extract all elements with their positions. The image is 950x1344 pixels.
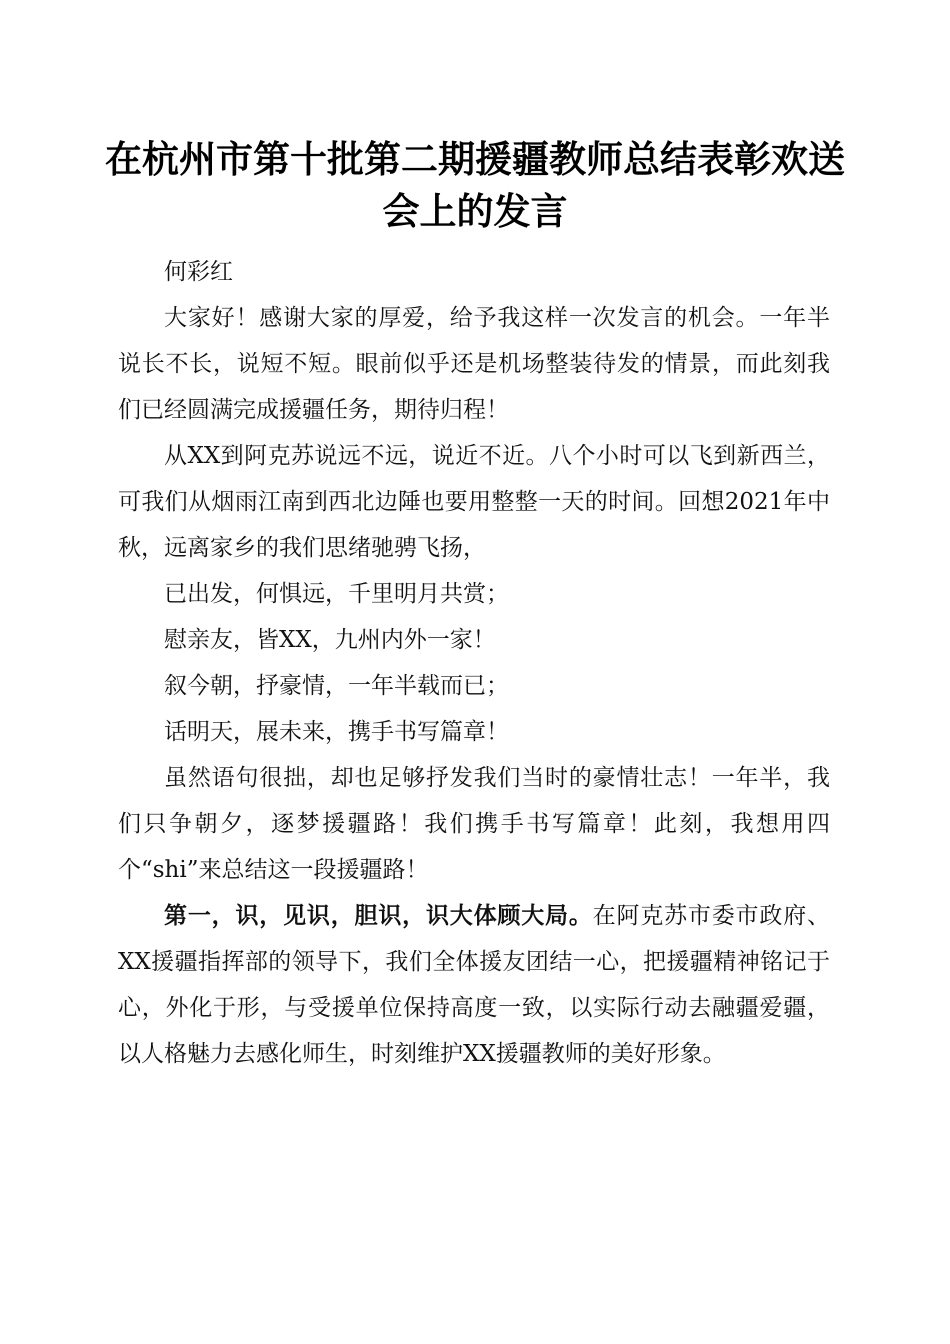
paragraph-distance: 从XX到阿克苏说远不远，说近不近。八个小时可以飞到新西兰，可我们从烟雨江南到西北边陲也要用整整一天的时间。回想2021年中秋，远离家乡的我们思绪驰骋飞扬， bbox=[118, 443, 830, 561]
document-title bbox=[100, 133, 850, 237]
poem-line-2: 慰亲友，皆XX，九州内外一家！ bbox=[164, 627, 496, 653]
paragraph-section-one bbox=[118, 893, 830, 1077]
section-one-heading: 第一，识，见识，胆识，识大体顾大局。 bbox=[164, 902, 593, 929]
poem-line-4: 话明天，展未来，携手书写篇章！ bbox=[164, 719, 509, 745]
poem-line-1: 已出发，何惧远，千里明月共赏； bbox=[164, 581, 509, 607]
paragraph-after-poem: 虽然语句很拙，却也足够抒发我们当时的豪情壮志！一年半，我们只争朝夕，逐梦援疆路！我们携手书写篇章！此刻，我想用四个“shi”来总结这一段援疆路！ bbox=[118, 765, 830, 883]
section-one-body: 在阿克苏市委市政府、XX援疆指挥部的领导下，我们全体援友团结一心，把援疆精神铭记于心，外化于形，与受援单位保持高度一致，以实际行动去融疆爱疆，以人格魅力去感化师生，时刻维护XX援疆教师的美好形象。 bbox=[118, 903, 831, 1067]
author-name: 何彩红 bbox=[164, 259, 233, 285]
poem-line-3: 叙今朝，抒豪情，一年半载而已； bbox=[164, 673, 509, 699]
title-line-2: 会上的发言 bbox=[382, 189, 568, 233]
document-body bbox=[118, 249, 830, 1077]
paragraph-greeting: 大家好！感谢大家的厚爱，给予我这样一次发言的机会。一年半说长不长，说短不短。眼前似乎还是机场整装待发的情景，而此刻我们已经圆满完成援疆任务，期待归程！ bbox=[118, 305, 830, 423]
title-line-1: 在杭州市第十批第二期援疆教师总结表彰欢送 bbox=[105, 137, 845, 181]
